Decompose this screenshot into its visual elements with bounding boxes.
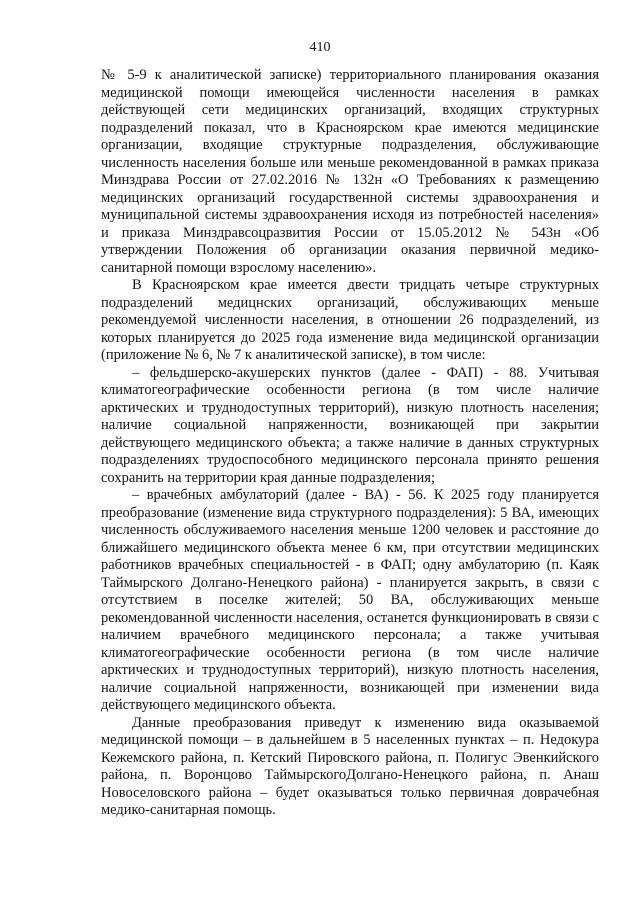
paragraph-structural-units: В Красноярском крае имеется двести тридцать четыре структурных подразделений медицнских организаций, обслуживающих меньше рекомендуемой численности населения, в отношении 26 подразделений, из которых планируется до 2025 года изменение вида медицинской организации (приложение № 6, № 7 к аналитической записке), в том числе: bbox=[101, 277, 599, 363]
paragraph-fap-list-item: – фельдшерско-акушерских пунктов (далее - ФАП) - 88. Учитывая климатогеографические особенности региона (в том числе наличие арктических и труднодоступных территорий), низкую плотность населения; наличие социальной напряженности, возникающей при закрытии действующего медицинского объекта; а также наличие в данных структурных подразделениях трудоспособного медицинского персонала принято решения сохранить на территории края данные подразделения; bbox=[101, 364, 599, 486]
page-number: 410 bbox=[309, 40, 331, 55]
document-body bbox=[101, 67, 599, 820]
paragraph-ambulatory-list-item: – врачебных амбулаторий (далее - ВА) - 56. К 2025 году планируется преобразование (изменение вида структурного подразделения): 5 ВА, имеющих численность обслуживаемого населения меньше 1200 человек и расстояние до ближайшего медицинского объекта менее 6 км, при отсутствии медицинских работников врачебных специальностей - в ФАП; одну амбулаторию (п. Каяк Таймырского Долгано-Ненецкого района) - планируется закрыть, в связи с отсутствием в поселке жителей; 50 ВА, обслуживающих меньше рекомендованной численности населения, останется функционировать в связи с наличием врачебного медицинского персонала; а также учитывая климатогеографические особенности региона (в том числе наличие арктических и труднодоступных территорий), низкую плотность населения, наличие социальной напряженности, возникающей при изменении вида действующего медицинского объекта. bbox=[101, 487, 599, 713]
paragraph-transformations: Данные преобразования приведут к изменению вида оказываемой медицинской помощи – в дальнейшем в 5 населенных пунктах – п. Недокура Кежемского района, п. Кетский Пировского района, п. Полигус Эвенкийского района, п. Воронцово ТаймырскогоДолгано-Ненецкого района, п. Анаш Новоселовского района – будет оказываться только первичная доврачебная медико-санитарная помощь. bbox=[101, 714, 599, 818]
paragraph-planning-analysis: № 5-9 к аналитической записке) территориального планирования оказания медицинской помощи имеющейся численности населения в рамках действующей сети медицинских организаций, входящих структурных подразделений показал, что в Красноярском крае имеются медицинские организации, входящие структурные подразделения, обслуживающие численность населения больше или меньше рекомендованной в рамках приказа Минздрава России от 27.02.2016 № 132н «О Требованиях к размещению медицинских организаций государственной системы здравоохранения и муниципальной системы здравоохранения исходя из потребностей населения» и приказа Минздравсоцразвития России от 15.05.2012 № 543н «Об утверждении Положения об организации оказания первичной медико-санитарной помощи взрослому населению». bbox=[101, 67, 599, 276]
